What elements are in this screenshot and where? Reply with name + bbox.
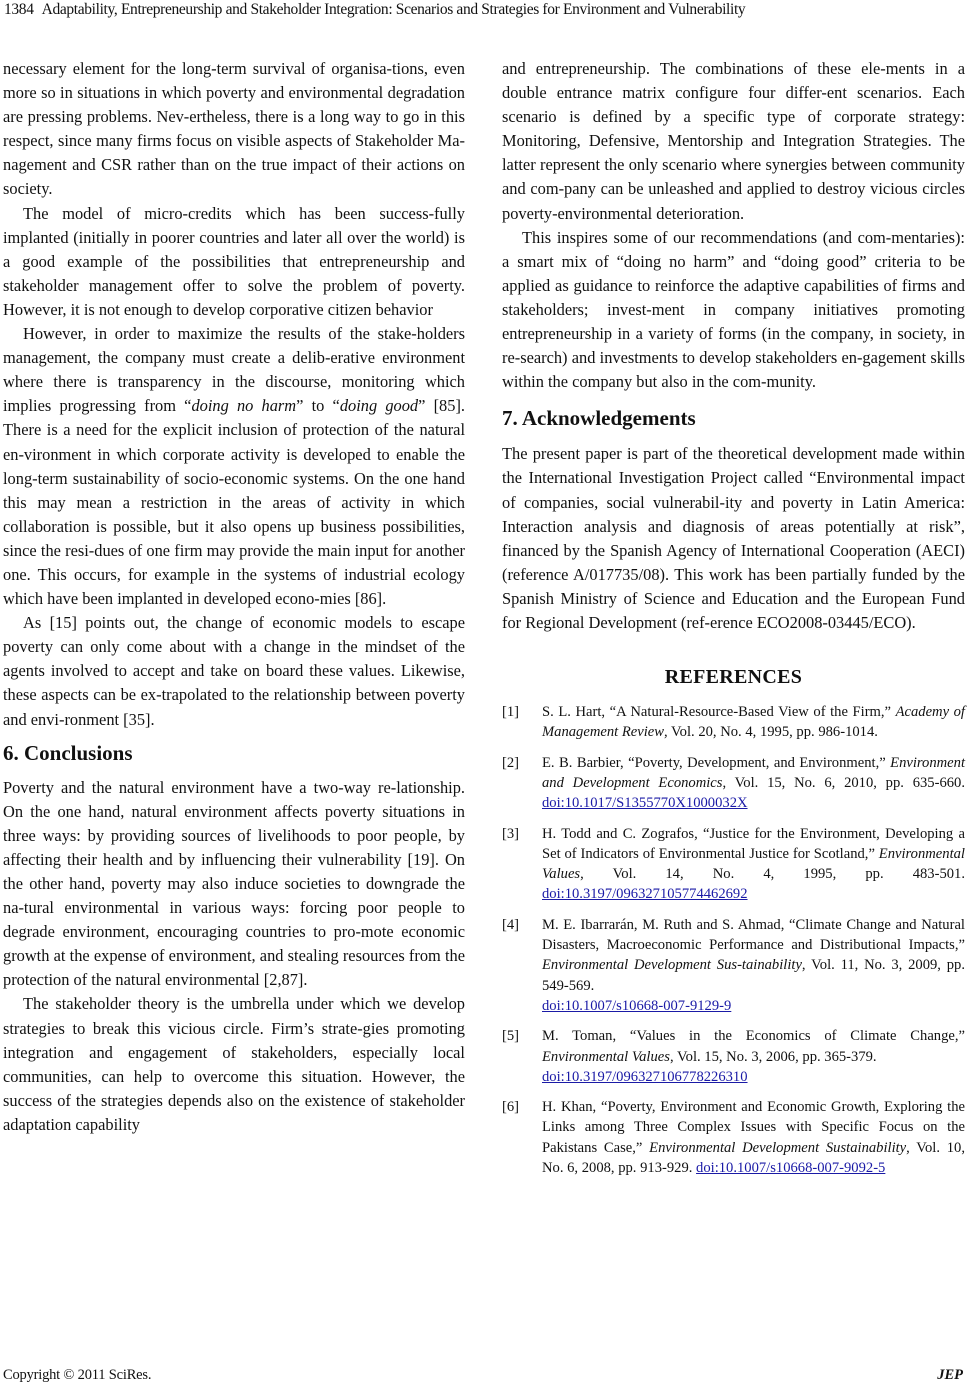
text-run: M. E. Ibarrarán, M. Ruth and S. Ahmad, “Climate Change and Natural Disasters, Macroeconomic Performance and Distributional Impacts,” [542, 916, 965, 954]
reference-text [542, 702, 965, 743]
paragraph: The present paper is part of the theoretical development made within the International Investigation Project called “Environmental impact of companies, social vulnerabil-ity and poverty in Latin America: Interaction analysis and diagnosis of areas potentially at risk”, financed by the Spanish Agency of International Cooperation (AECI) (reference A/017735/08). This work has been partially funded by the Spanish Ministry of Science and Education and the European Fund for Regional Development (ref-erence ECO2008-03445/ECO). [502, 444, 965, 632]
text-run: ” [85]. There is a need for the explicit inclusion of protection of the natural en-vironment in which corporate activity is developed to enable the long-term sustainability of socio-economic systems. On the one hand this may mean a restriction in the areas of activity in which collaboration is possible, but it also opens up business possibilities, since the resi-dues of one firm may provide the main input for another one. This occurs, for example in the systems of industrial ecology which have been implanted in developed econo-mies [86]. [3, 396, 466, 609]
reference-item [502, 702, 965, 743]
text-run: S. L. Hart, “A Natural-Resource-Based View of the Firm,” [542, 704, 896, 721]
doi-link[interactable]: doi:10.3197/096327105774462692 [542, 886, 748, 903]
section-heading-conclusions: 6. Conclusions [3, 740, 133, 765]
journal-name: Environmental Values [542, 1048, 670, 1065]
paragraph: necessary element for the long-term survival of organisa-tions, even more so in situations in which poverty and environmental degradation are pressing problems. Nev-ertheless, there is a long way to go in this respect, since many firms focus on visible aspects of Stakeholder Ma-nagement and CSR rather than on the true impact of their actions on society. [3, 59, 465, 199]
text-run: M. Toman, “Values in the Economics of Climate Change,” [542, 1028, 965, 1045]
references-heading: REFERENCES [664, 666, 803, 689]
right-column [502, 57, 965, 1188]
reference-number: [1] [502, 704, 520, 721]
text-run: E. B. Barbier, “Poverty, Development, and Environment,” [542, 754, 891, 771]
paragraph: This inspires some of our recommendations (and com-mentaries): a smart mix of “doing no harm” and “doing good” criteria to be applied as guidance to reinforce the adaptive capabilities of firms and stakeholders; invest-ment in company initiatives promoting entrepreneurship in a variety of forms (in the company, in society, in re-search) and investments to develop stakeholders en-gagement skills within the company but also in the com-munity. [502, 227, 965, 392]
doi-link[interactable]: doi:10.1007/s10668-007-9129-9 [542, 997, 732, 1014]
reference-number: [6] [502, 1099, 520, 1116]
page-number: 1384 [4, 1, 34, 18]
paragraph: Poverty and the natural environment have a two-way re-lationship. On the one hand, natural environment affects poverty situations in three ways: by providing sources of livelihoods to poor people, by affecting their health and by influencing their vulnerability [19]. On the other hand, poverty may also induce societies to downgrade the na-tural environmental in various ways: forcing poor people to degrade environment, encouraging countries to pro-mote economic growth at the expense of environment, and stealing resources from the protection of the natural environmental [2,87]. [3, 777, 465, 990]
reference-text [542, 1097, 965, 1178]
reference-number: [3] [502, 825, 520, 842]
running-title: Adaptability, Entrepreneurship and Stakeholder Integration: Scenarios and Strategies for Environment and Vulnerability [41, 1, 746, 18]
journal-name: Environmental Values [542, 845, 965, 883]
text-run: ” to “ [296, 396, 340, 416]
paragraph-doing-good [3, 322, 465, 611]
journal-abbreviation: JEP [937, 1367, 963, 1383]
journal-name: Environmental Development Sustainability [649, 1139, 907, 1156]
paragraph: As [15] points out, the change of economic models to escape poverty can only come about with a change in the mindset of the agents involved to accept and take on board these values. Likewise, these aspects can be ex-trapolated to the relationship between poverty and envi-ronment [35]. [3, 613, 465, 729]
paragraph: The stakeholder theory is the umbrella under which we develop strategies to break this vicious circle. Firm’s strate-gies promoting integration and engagement of stakeholders, especially local communities, can help to overcome this situation. However, the success of the strategies depends also on the existence of stakeholder adaptation capability [3, 994, 465, 1134]
text-run: , Vol. 20, No. 4, 1995, pp. 986-1014. [663, 724, 878, 741]
copyright-notice: Copyright © 2011 SciRes. [3, 1367, 152, 1383]
running-header [4, 0, 964, 20]
italic-phrase: doing good [339, 396, 419, 416]
text-run: H. Todd and C. Zografos, “Justice for the Environment, Developing a Set of Indicators of Environmental Justice for Scotland,” [542, 825, 965, 862]
doi-link[interactable]: doi:10.1017/S1355770X1000032X [542, 795, 748, 812]
text-run: , Vol. 14, No. 4, 1995, pp. 483-501. [580, 866, 965, 883]
reference-number: [5] [502, 1028, 520, 1045]
reference-item [502, 915, 965, 1016]
text-run: , Vol. 15, No. 3, 2006, pp. 365-379. [669, 1048, 877, 1065]
journal-name: Environmental Development Sus-tainability [542, 957, 802, 974]
journal-name: Academy of Management Review [542, 704, 965, 741]
reference-text [542, 753, 965, 814]
reference-text [542, 824, 965, 905]
text-run: H. Khan, “Poverty, Environment and Economic Growth, Exploring the Links among Three Complex Issues with Specific Focus on the Pakistans Case,” [542, 1099, 965, 1156]
doi-link[interactable]: doi:10.3197/096327106778226310 [542, 1068, 748, 1085]
left-column [3, 57, 465, 1137]
journal-name: Environment and Development Economics [542, 754, 965, 791]
reference-item [502, 1026, 965, 1087]
text-run: , Vol. 11, No. 3, 2009, pp. 549-569. [542, 957, 965, 994]
paragraph: and entrepreneurship. The combinations of these ele-ments in a double entrance matrix configure four differ-ent scenarios. Each scenario is defined by a specific type of corporate strategy: Monitoring, Defensive, Mentorship and Integration Strategies. The latter represent the only scenario where synergies between community and com-pany can be unleashed and applied to destroy vicious circles poverty-environmental deterioration. [502, 59, 965, 223]
reference-item [502, 753, 965, 814]
text-run: However, in order to maximize the results of the stake-holders management, the company must create a delib-erative environment where there is transparency in the discourse, monitoring which implies progressing from “ [3, 324, 465, 416]
reference-item [502, 1097, 965, 1178]
reference-item [502, 824, 965, 905]
paragraph: The model of micro-credits which has been success-fully implanted (initially in poorer countries and later all over the world) is a good example of the possibilities that entrepreneurship and stakeholder management offer to solve the problem of poverty. However, it is not enough to develop corporative citizen behavior [3, 203, 465, 319]
reference-list [502, 702, 965, 1178]
reference-number: [2] [502, 754, 520, 771]
reference-text [542, 1026, 965, 1087]
doi-link[interactable]: doi:10.1007/s10668-007-9092-5 [696, 1160, 886, 1176]
text-run: , Vol. 10, No. 6, 2008, pp. 913-929. [542, 1139, 965, 1176]
reference-number: [4] [502, 916, 520, 933]
text-run: , Vol. 15, No. 6, 2010, pp. 635-660. [722, 774, 965, 791]
section-heading-acknowledgements: 7. Acknowledgements [502, 406, 696, 431]
italic-phrase: doing no harm [191, 396, 297, 416]
reference-text [542, 915, 965, 1016]
